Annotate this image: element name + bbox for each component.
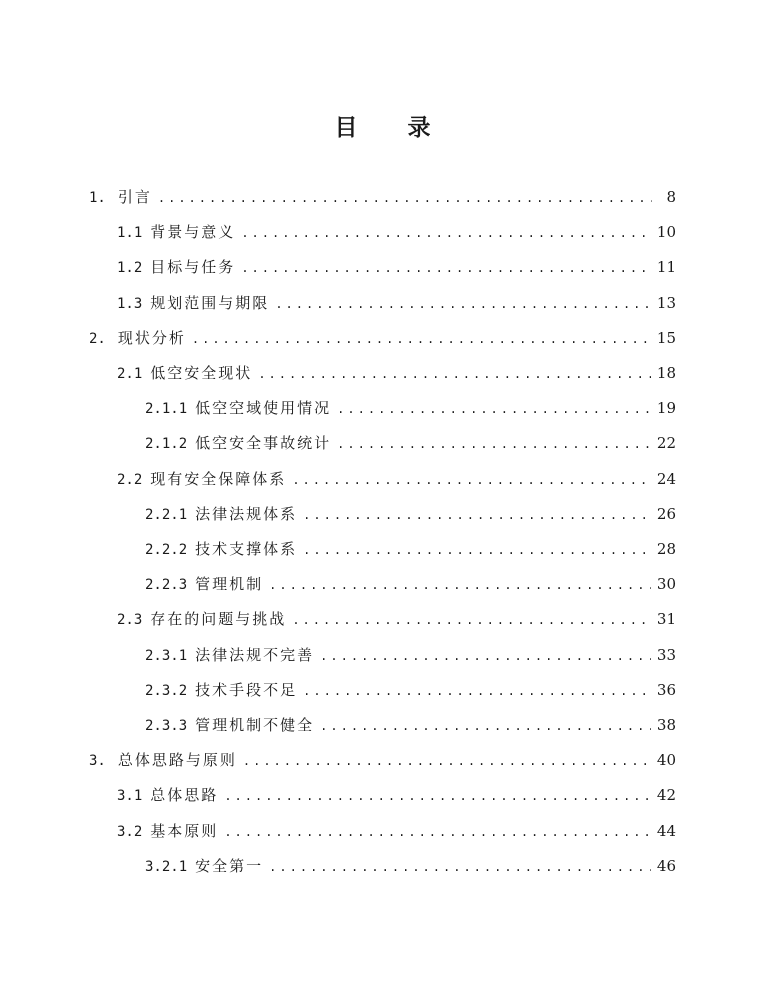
toc-entry-number: 2.2.2 [145,542,188,558]
toc-entry-number: 1. [89,190,106,206]
toc-dot-leader [303,504,651,526]
toc-entry-number: 2.3 [117,612,143,629]
toc-entry-label: 低空空域使用情况 [195,399,332,418]
toc-entry-number: 2. [89,330,106,347]
toc-entry[interactable] [145,714,676,736]
page-title [0,112,765,144]
toc-dot-leader [192,328,651,350]
toc-dot-leader [269,574,651,596]
toc-entry-number: 2.1.1 [145,401,188,418]
toc-dot-leader [303,680,651,702]
toc-entry-label: 背景与意义 [150,223,236,242]
toc-entry-label: 现有安全保障体系 [150,469,287,488]
toc-entry[interactable] [145,855,676,877]
title-char-2: 录 [407,115,431,141]
toc-entry-number: 3.2.1 [145,858,188,875]
toc-page-number: 10 [656,223,676,242]
toc-entry-number: 2.2 [117,471,143,488]
toc-entry-label: 存在的问题与挑战 [150,610,287,629]
toc-entry-label: 规划范围与期限 [150,293,270,312]
toc-entry[interactable] [145,397,676,419]
toc-page-number: 13 [656,293,676,312]
toc-entry[interactable] [89,327,676,349]
toc-entry[interactable] [117,292,676,314]
toc-entry-label: 技术支撑体系 [195,540,298,558]
toc-entry-label: 管理机制 [195,575,264,594]
toc-dot-leader [275,293,651,315]
toc-entry-label: 法律法规不完善 [195,645,315,664]
toc-entry-number: 3.1 [117,788,143,805]
toc-entry-number: 3. [89,753,106,770]
toc-dot-leader [303,539,651,561]
toc-entry-number: 2.3.2 [145,682,188,699]
toc-entry[interactable] [145,503,676,525]
toc-entry-number: 3.2 [117,823,143,840]
toc-dot-leader [337,398,651,420]
toc-entry-label: 法律法规体系 [195,504,298,523]
toc-entry-label: 低空安全事故统计 [195,434,332,453]
toc-dot-leader [292,469,651,491]
toc-entry-label: 安全第一 [195,856,264,875]
toc-entry-label: 目标与任务 [150,258,236,277]
toc-entry-label: 总体思路 [150,786,219,805]
toc-entry[interactable] [117,256,676,278]
toc-page-number: 40 [656,751,676,770]
toc-entry[interactable] [117,608,676,630]
toc-page-number: 15 [656,328,676,347]
toc-entry[interactable] [117,820,676,842]
toc-dot-leader [241,222,651,244]
toc-entry[interactable] [145,432,676,454]
toc-dot-leader [241,257,651,279]
toc-entry-number: 2.1.2 [145,436,188,453]
toc-dot-leader [320,715,651,737]
toc-page-number: 44 [656,821,676,840]
toc-page-number: 42 [656,786,676,805]
toc-page-number: 36 [656,680,676,699]
toc-dot-leader [224,821,651,843]
toc-page-number: 30 [656,575,676,594]
toc-page-number: 33 [656,645,676,664]
toc-entry[interactable] [117,221,676,243]
toc-page-number: 24 [656,469,676,488]
toc-entry-label: 总体思路与原则 [117,751,237,770]
toc-entry[interactable] [117,784,676,806]
toc-dot-leader [337,433,651,455]
toc-entry-number: 2.1 [117,366,143,382]
toc-page-number: 28 [656,540,676,558]
toc-page-number: 8 [666,188,676,206]
toc-page-number: 22 [656,434,676,453]
toc-page-number: 46 [656,856,676,875]
toc-entry-number: 1.2 [117,260,143,277]
toc-entry-label: 引言 [117,188,152,206]
toc-dot-leader [292,609,651,631]
toc-dot-leader [243,750,651,772]
toc-entry[interactable] [145,644,676,666]
toc-entry[interactable] [117,362,676,384]
toc-page-number: 11 [656,258,676,277]
toc-page-number: 18 [656,364,676,382]
toc-entry-number: 2.2.1 [145,506,188,523]
toc-entry-label: 基本原则 [150,821,219,840]
toc-entry-number: 1.1 [117,225,143,242]
toc-page-number: 26 [656,504,676,523]
toc-entry-number: 2.3.3 [145,718,188,734]
toc-dot-leader [269,856,651,878]
toc-entry-label: 现状分析 [117,328,186,347]
toc-entry[interactable] [89,749,676,771]
toc-entry-label: 技术手段不足 [195,680,298,699]
toc-dot-leader [320,645,651,667]
toc-dot-leader [258,363,651,385]
toc-entry[interactable] [145,679,676,701]
toc-page-number: 19 [656,399,676,418]
toc-page-number: 38 [656,716,676,734]
toc-entry[interactable] [145,573,676,595]
toc-entry-number: 2.3.1 [145,647,188,664]
toc-dot-leader [158,187,652,209]
toc-entry[interactable] [117,468,676,490]
toc-entry-label: 管理机制不健全 [195,716,315,734]
toc-entry-number: 1.3 [117,295,143,312]
toc-entry[interactable] [145,538,676,560]
toc-dot-leader [224,785,651,807]
title-char-1: 目 [334,115,358,141]
toc-page-number: 31 [656,610,676,629]
toc-entry-number: 2.2.3 [145,577,188,594]
toc-entry[interactable] [89,186,676,208]
toc-entry-label: 低空安全现状 [150,364,253,382]
